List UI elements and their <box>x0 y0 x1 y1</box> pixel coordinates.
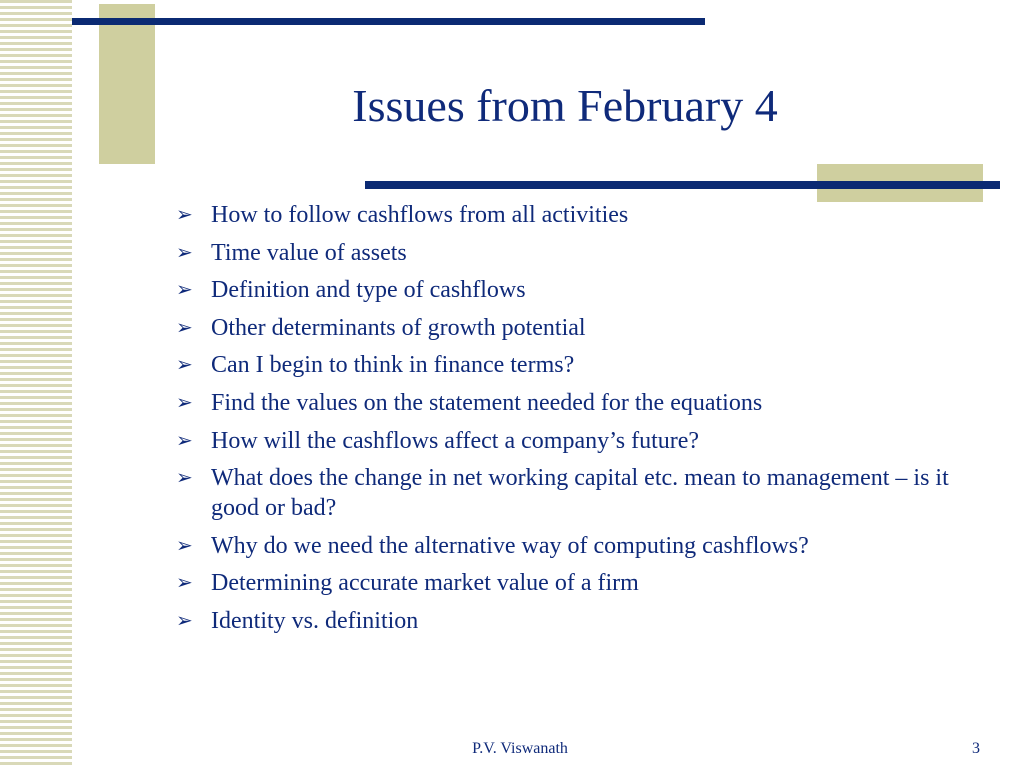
arrow-bullet-icon: ➢ <box>176 572 193 595</box>
list-item <box>172 531 972 561</box>
arrow-bullet-icon: ➢ <box>176 354 193 377</box>
arrow-bullet-icon: ➢ <box>176 609 193 632</box>
list-item-text: Identity vs. definition <box>211 607 419 634</box>
list-item-text: What does the change in net working capital etc. mean to management – is it good or bad? <box>211 465 949 522</box>
list-item-text: Other determinants of growth potential <box>211 314 586 341</box>
list-item <box>172 275 972 305</box>
arrow-bullet-icon: ➢ <box>176 534 193 557</box>
arrow-bullet-icon: ➢ <box>176 279 193 302</box>
list-item-text: How to follow cashflows from all activities <box>211 202 629 228</box>
arrow-bullet-icon: ➢ <box>176 241 193 264</box>
list-item <box>172 463 972 523</box>
list-item <box>172 350 972 380</box>
arrow-bullet-icon: ➢ <box>176 204 193 226</box>
accent-block-top <box>99 4 155 164</box>
list-item <box>172 200 972 230</box>
list-item-text: Can I begin to think in finance terms? <box>211 352 575 379</box>
bullet-list <box>172 200 972 644</box>
slide-title: Issues from February 4 <box>352 80 778 131</box>
arrow-bullet-icon: ➢ <box>176 316 193 339</box>
list-item-text: Definition and type of cashflows <box>211 277 526 304</box>
list-item <box>172 568 972 598</box>
arrow-bullet-icon: ➢ <box>176 467 193 490</box>
list-item-text: Find the values on the statement needed for the equations <box>211 389 763 416</box>
list-item <box>172 426 972 456</box>
list-item-text: Why do we need the alternative way of computing cashflows? <box>211 532 809 559</box>
list-item <box>172 238 972 268</box>
list-item <box>172 313 972 343</box>
page-number: 3 <box>972 740 980 757</box>
list-item-text: How will the cashflows affect a company’s future? <box>211 427 700 454</box>
rule-line-top <box>72 18 705 25</box>
footer-author: P.V. Viswanath <box>472 740 568 757</box>
arrow-bullet-icon: ➢ <box>176 391 193 414</box>
list-item-text: Determining accurate market value of a firm <box>211 570 639 597</box>
rule-line-bottom <box>365 181 1000 189</box>
list-item <box>172 606 972 636</box>
arrow-bullet-icon: ➢ <box>176 429 193 452</box>
decorative-stripes <box>0 0 72 768</box>
list-item <box>172 388 972 418</box>
list-item-text: Time value of assets <box>211 239 407 266</box>
